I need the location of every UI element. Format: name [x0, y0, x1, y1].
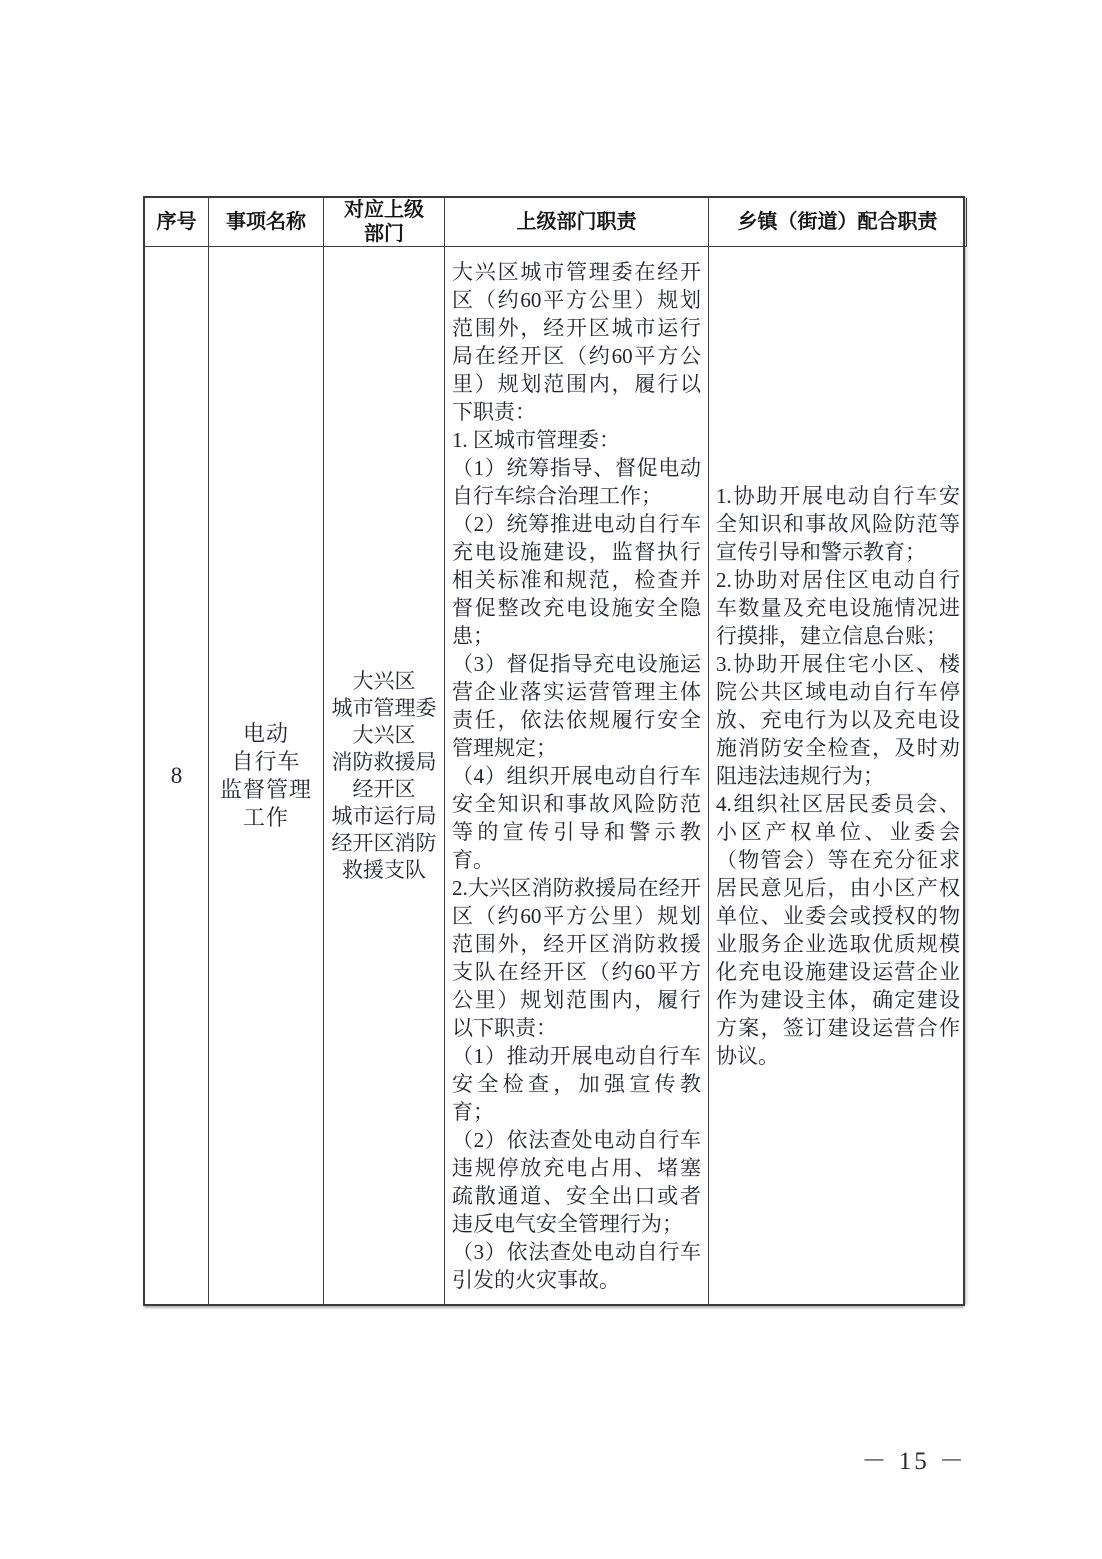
superior-duty-paragraph: （4）组织开展电动自行车安全知识和事故风险防范等的宣传引导和警示教育。 [452, 763, 701, 872]
cell-row-number [145, 247, 209, 1304]
header-label-number: 序号 [156, 211, 197, 233]
header-line: 部门 [364, 223, 404, 245]
item-name-line: 电动 [242, 720, 289, 746]
row-number: 8 [170, 762, 183, 788]
township-duty-paragraph: 1.协助开展电动自行车安全知识和事故风险防范等宣传引导和警示教育； [716, 483, 960, 564]
department-line: 经开区消防 [331, 830, 437, 855]
cell-superior-duties [445, 247, 709, 1304]
superior-duty-paragraph: 1. 区城市管理委： [452, 427, 620, 452]
cell-item-name [209, 247, 324, 1304]
duties-table [143, 196, 965, 1306]
header-cell-number [145, 198, 209, 247]
page-number: － 15 － [861, 1448, 967, 1475]
cell-township-duties [709, 247, 967, 1304]
township-duty-paragraph: 4.组织社区居民委员会、小区产权单位、业委会（物管会）等在充分征求居民意见后，由小区产权单位、业委会或授权的物业服务企业选取优质规模化充电设施建设运营企业作为建设主体，确定建设方案，签订建设运营合作协议。 [716, 791, 960, 1068]
header-cell-superior-department [324, 198, 445, 247]
superior-duty-paragraph: （2）依法查处电动自行车违规停放充电占用、堵塞疏散通道、安全出口或者违反电气安全管理行为； [452, 1127, 701, 1236]
superior-duty-paragraph: （1）统筹指导、督促电动自行车综合治理工作； [452, 455, 701, 508]
superior-duty-paragraph: 2.大兴区消防救援局在经开区（约60平方公里）规划范围外，经开区消防救援支队在经开区（约60平方公里）规划范围内，履行以下职责： [452, 875, 701, 1040]
item-name-line: 监督管理 [219, 776, 312, 802]
header-cell-township-duties [709, 198, 967, 247]
superior-duty-paragraph: （3）督促指导充电设施运营企业落实运营管理主体责任，依法依规履行安全管理规定； [452, 651, 701, 760]
department-line: 经开区 [352, 776, 416, 801]
header-label-item-name: 事项名称 [226, 211, 306, 233]
header-label-township-duties: 乡镇（街道）配合职责 [737, 211, 938, 233]
header-label-superior-duties: 上级部门职责 [516, 211, 637, 233]
township-duty-paragraph: 3.协助开展住宅小区、楼院公共区域电动自行车停放、充电行为以及充电设施消防安全检查，及时劝阻违法违规行为； [716, 651, 960, 788]
item-name-line: 工作 [242, 804, 289, 830]
header-line: 对应上级 [344, 199, 424, 221]
department-line: 大兴区 [352, 722, 416, 747]
superior-duty-paragraph: （2）统筹推进电动自行车充电设施建设，监督执行相关标准和规范，检查并督促整改充电设施安全隐患； [452, 511, 701, 648]
superior-duty-paragraph: （3）依法查处电动自行车引发的火灾事故。 [452, 1239, 701, 1292]
superior-duty-paragraph: （1）推动开展电动自行车安全检查，加强宣传教育； [452, 1043, 701, 1124]
department-line: 大兴区 [352, 668, 416, 693]
superior-duty-paragraph: 大兴区城市管理委在经开区（约60平方公里）规划范围外，经开区城市运行局在经开区（约60平方公里）规划范围内，履行以下职责： [452, 259, 701, 424]
department-line: 消防救援局 [331, 749, 437, 774]
header-cell-superior-duties [445, 198, 709, 247]
cell-superior-departments [324, 247, 445, 1304]
department-line: 城市运行局 [331, 803, 437, 828]
header-cell-item-name [209, 198, 324, 247]
township-duty-paragraph: 2.协助对居住区电动自行车数量及充电设施情况进行摸排，建立信息台账； [716, 567, 960, 648]
department-line: 救援支队 [342, 857, 426, 882]
item-name-line: 自行车 [231, 748, 301, 774]
department-line: 城市管理委 [331, 695, 437, 720]
